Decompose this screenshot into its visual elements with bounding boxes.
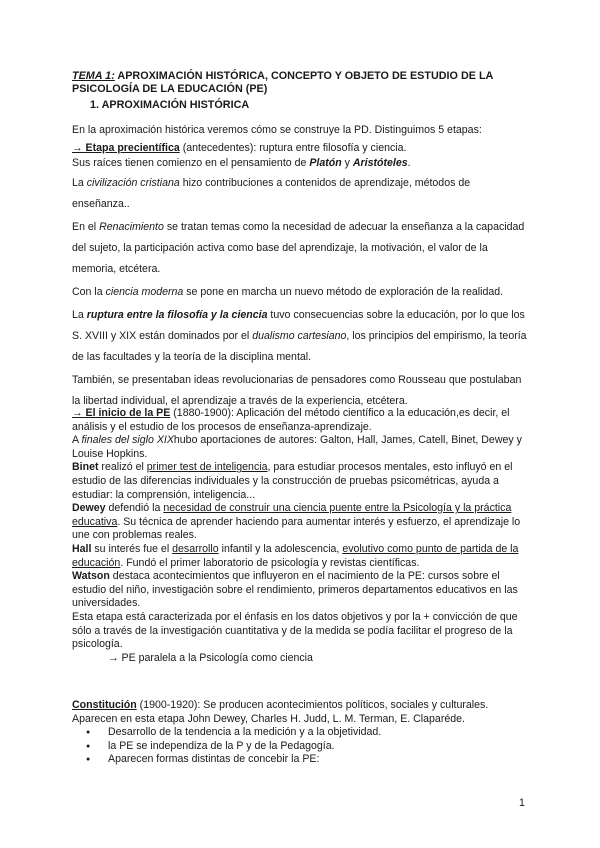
constitucion-text: (1900-1920): Se producen acontecimientos políticos, sociales y culturales. [136,699,489,711]
etapa-precientifica-text: (antecedentes): ruptura entre filosofía y ciencia. [179,142,407,154]
inicio-pe-text: (1880-1900): Aplicación del método científico a la educación,es decir, el análisis y el estudio de los procesos de enseñanza-aprendizaje. [72,407,510,433]
tambien-paragraph: También, se presentaban ideas revolucionarias de pensadores como Rousseau que postulaban la libertad individual, el aprendizaje a través de la experiencia, etcétera. [72,374,522,407]
dewey-text-a: defendió la [105,502,164,515]
etapa-precientifica-label: → Etapa precientífica [72,142,180,154]
dewey-underline: necesidad de construir una ciencia puente entre la Psicología y la práctica educativa [72,502,512,528]
constitucion-label: Constitución [72,699,137,711]
constitucion-paragraph [72,699,528,713]
platon-name: Platón [309,157,342,169]
dewey-name: Dewey [72,502,106,515]
rup-text-b: tuvo consecuencias sobre la educación, por lo que los S. XVIII y XIX están dominados por el [72,309,525,342]
section-precientifica [72,120,528,412]
dewey-text-b: . Su técnica de aprender haciendo para aumentar interés y esfuerzo, el aprendizaje lo une con problemas reales. [72,515,521,542]
section-constitucion [72,699,528,767]
civ-italic: civilización cristiana [86,177,180,189]
ren-text-a: En el [72,221,100,233]
hall-text-a: su interés fue el [91,542,173,555]
binet-text-a: realizó el [98,461,147,474]
page-number: 1 [519,797,525,809]
mod-text-b: se pone en marcha un nuevo método de exploración de la realidad. [183,286,504,298]
hall-paragraph [72,543,528,570]
dewey-paragraph [72,502,528,543]
finales-paragraph [72,434,528,461]
constitucion-bullet-list [72,726,528,767]
hall-underline-1: desarrollo [172,542,219,555]
mod-italic: ciencia moderna [105,286,184,298]
mod-text-a: Con la [72,286,106,298]
inicio-pe-label: → El inicio de la PE [72,407,171,419]
list-item: ● la PE se independiza de la P y de la Pedagogía. [72,740,528,754]
rup-text-a: La [72,309,87,321]
ruptura-paragraph [72,305,528,368]
raices-dot: . [407,157,411,169]
inicio-paragraph [72,407,528,434]
fin-text-b: hubo aportaciones de autores: Galton, Hall, James, Catell, Binet, Dewey y Louise Hopkins. [72,434,522,460]
renacimiento-paragraph [72,217,528,280]
fin-italic: finales del siglo XIX [81,434,174,447]
aparecen-paragraph: Aparecen en esta etapa John Dewey, Charles H. Judd, L. M. Terman, E. Claparéde. [72,712,465,725]
section-heading: 1. APROXIMACIÓN HISTÓRICA [90,99,250,111]
watson-paragraph [72,570,528,611]
fin-text-a: A [72,434,82,447]
hall-name: Hall [72,542,92,555]
rup-bold-italic: ruptura entre la filosofía y la ciencia [86,309,268,321]
etapa-line [72,141,528,155]
intro-paragraph: En la aproximación histórica veremos cómo se construye la PD. Distinguimos 5 etapas: [72,124,482,136]
title-text: APROXIMACIÓN HISTÓRICA, CONCEPTO Y OBJETO DE ESTUDIO DE LA PSICOLOGÍA DE LA EDUCACIÓN (PE) [72,70,493,95]
title-tema-label: TEMA 1: [72,70,115,82]
rup-italic: dualismo cartesiano [252,330,347,342]
list-item: ● Aparecen formas distintas de concebir la PE: [72,753,528,767]
list-item: ● Desarrollo de la tendencia a la medición y a la objetividad. [72,726,528,740]
hall-underline-2: evolutivo como punto de partida de la educación [72,542,519,569]
civ-text-b: hizo contribuciones a contenidos de aprendizaje, métodos de enseñanza.. [72,177,471,210]
rup-text-c: , los principios del empirismo, la teoría de las facultades y la teoría de la disciplina mental. [72,330,527,363]
watson-name: Watson [72,570,110,583]
civilizacion-paragraph [72,173,528,215]
section-inicio-pe [72,407,528,665]
raices-text: Sus raíces tienen comienzo en el pensamiento de [72,157,310,169]
ren-text-b: se tratan temas como la necesidad de adecuar la enseñanza a la capacidad del sujeto, la participación activa como base del aprendizaje, la motivación, el valor de la memoria, etcétera. [72,221,525,275]
paralela-line: → PE paralela a la Psicología como ciencia [108,651,313,664]
binet-paragraph [72,461,528,502]
binet-text-b: , para estudiar procesos mentales, esto influyó en el estudio de las diferencias individuales y la construcción de pruebas psicométricas, ayuda a estudiar: la comprensión, inteligencia... [72,461,513,501]
watson-text: destaca acontecimientos que influyeron en el nacimiento de la PE: cursos sobre el estudio del niño, investigación sobre el rendimiento, primeros departamentos educativos en las universidades. [72,570,518,610]
hall-text-b: infantil y la adolescencia, [218,542,343,555]
binet-underline: primer test de inteligencia [146,461,268,474]
hall-text-c: . Fundó el primer laboratorio de psicología y revistas científicas. [120,556,420,569]
ciencia-moderna-paragraph [72,282,528,303]
document-title [72,70,528,96]
esta-etapa-paragraph: Esta etapa está caracterizada por el énfasis en los datos objetivos y por la + convicción de que sólo a través de la investigación cuantitativa y de la medida se podía facilitar el progreso de la psicología. [72,610,518,651]
aristoteles-name: Aristóteles [352,157,408,169]
civ-text-a: La [72,177,87,189]
raices-paragraph [72,155,528,171]
raices-and: y [341,157,353,169]
ren-italic: Renacimiento [99,221,164,233]
binet-name: Binet [72,461,99,474]
